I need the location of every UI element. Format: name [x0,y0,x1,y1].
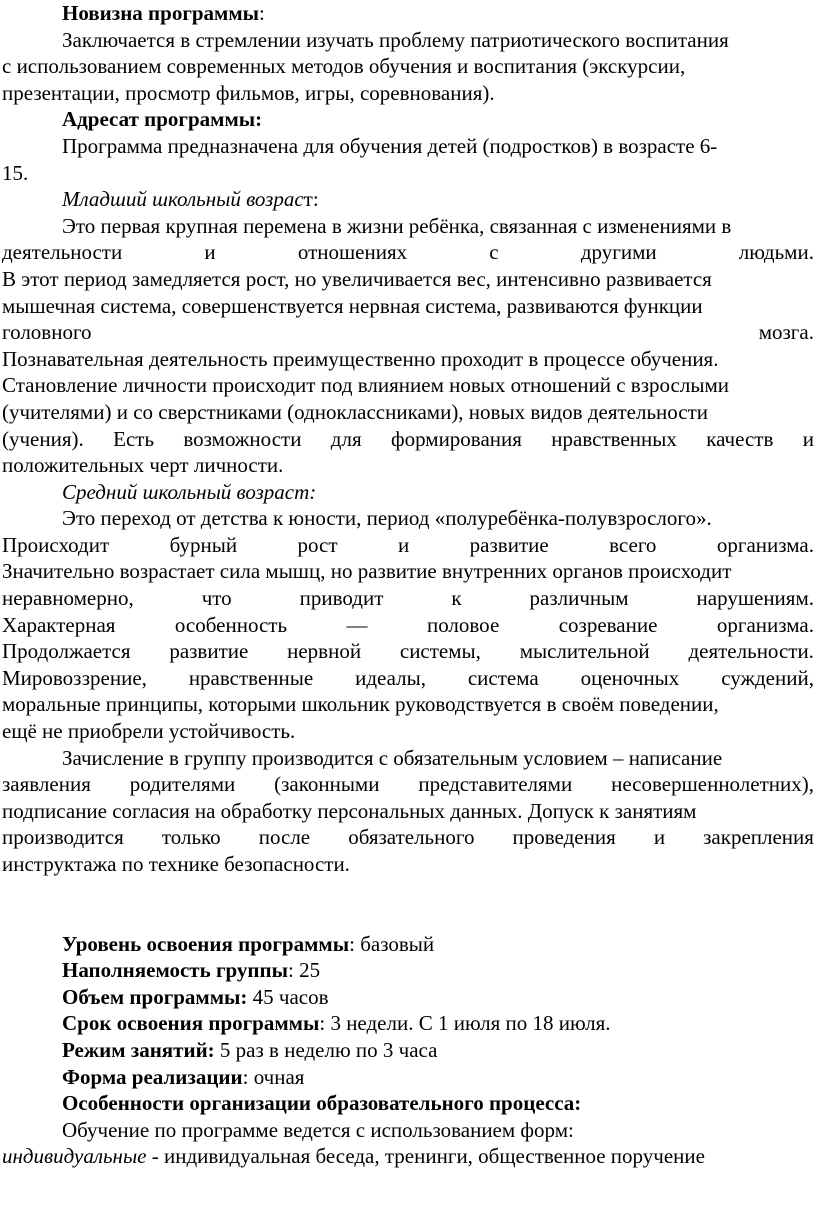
param-group-size-value: 25 [299,958,321,983]
param-schedule [2,1037,814,1064]
addressee-line-1: Программа предназначена для обучения детей (подростков) в возрасте 6- [62,133,718,158]
word: нравственные [188,665,314,690]
param-schedule-label: Режим занятий: [62,1037,215,1062]
organization-last-line [2,1143,814,1170]
word: организма. [716,532,814,557]
word: возможности [183,426,302,451]
middle-line-8: моральные принципы, которыми школьник руководствуется в своём поведении, [2,692,719,717]
word: родителями [129,772,236,797]
blank-gap [2,878,814,931]
param-volume-label: Объем программы: [62,984,248,1009]
enrollment-line-3: подписание согласия на обработку персональных данных. Допуск к занятиям [2,798,697,823]
word: Есть [113,426,155,451]
novelty-line-1: Заключается в стремлении изучать проблему патриотического воспитания [62,27,729,52]
param-group-size-label: Наполняемость группы [62,958,288,983]
addressee-line-2: 15. [2,160,29,185]
param-duration [2,1010,814,1037]
word: оценочных [580,665,680,690]
word: нервной [287,639,362,664]
junior-line-9 [2,426,814,453]
addressee-heading-line [2,106,814,133]
word: мозга. [758,320,814,345]
word: и [802,426,814,451]
junior-line-10: положительных черт личности. [2,453,284,478]
word: обязательного [348,825,475,850]
word: людьми. [738,240,814,265]
word: проведения [512,825,616,850]
word: и [204,240,216,265]
param-level-sep: : [349,931,361,956]
word: идеалы, [355,665,426,690]
word: Мировоззрение, [2,665,147,690]
organization-line: Обучение по программе ведется с использованием форм: [62,1117,574,1142]
word: нравственных [551,426,677,451]
word: качеств [706,426,774,451]
word: Происходит [2,532,110,557]
word: системы, [399,639,481,664]
enrollment-line-5: инструктажа по технике безопасности. [2,852,350,876]
junior-line-4: мышечная система, совершенствуется нервная система, развиваются функции [2,293,703,318]
middle-heading-line [2,479,814,506]
middle-line-2 [2,532,814,559]
word: и [397,532,410,557]
junior-line-2 [2,239,814,266]
middle-line-4 [2,585,814,612]
word: к [451,586,462,611]
word: и [653,825,666,850]
word: после [258,825,311,850]
novelty-heading-colon: : [259,1,265,25]
word: с [489,240,499,265]
junior-heading-line [2,186,814,213]
word: другими [580,240,657,265]
word: заявления [2,772,91,797]
organization-heading: Особенности организации образовательного процесса: [62,1091,582,1116]
organization-last-italic: индивидуальные [2,1144,147,1169]
word: приводит [299,586,384,611]
enrollment-line-1: Зачисление в группу производится с обязательным условием – написание [62,745,723,770]
param-level-label: Уровень освоения программы [62,931,350,956]
word: развитие [469,532,549,557]
enrollment-line-4 [2,824,814,851]
param-volume [2,984,814,1011]
param-volume-value: 45 часов [252,984,329,1009]
word: система [467,665,539,690]
middle-line-7 [2,665,814,692]
param-group-size [2,957,814,984]
word: (законными [274,772,380,797]
param-form [2,1064,814,1091]
word: Характерная [2,612,116,637]
word: несовершеннолетних), [611,772,814,797]
word: только [161,825,221,850]
word: закрепления [703,825,814,850]
word: головного [2,320,92,345]
middle-line-9: ещё не приобрели устойчивость. [2,719,296,744]
word: деятельности [2,240,123,265]
word: производится [2,825,124,850]
word: суждений, [721,665,814,690]
word: нарушениям. [696,586,814,611]
word: половое [426,612,500,637]
word: бурный [169,532,238,557]
junior-line-5 [2,319,814,346]
param-form-value: очная [253,1064,305,1089]
novelty-heading: Новизна программы [62,1,260,25]
word: Продолжается [2,639,131,664]
param-duration-label: Срок освоения программы [62,1011,320,1036]
word: — [346,612,368,637]
word: неравномерно, [2,586,134,611]
word: особенность [174,612,288,637]
junior-line-3: В этот период замедляется рост, но увеличивается вес, интенсивно развивается [2,266,712,291]
novelty-line-2: с использованием современных методов обучения и воспитания (экскурсии, [2,54,686,79]
param-duration-sep: : [319,1011,331,1036]
param-group-size-sep: : [288,958,300,983]
junior-line-1: Это первая крупная перемена в жизни ребёнка, связанная с изменениями в [62,213,732,238]
word: организма. [716,612,814,637]
param-duration-value: 3 недели. С 1 июля по 18 июля. [330,1011,611,1036]
word: представителями [418,772,573,797]
junior-heading-rest: т: [303,187,319,212]
junior-heading-italic: Младший школьный возрас [62,187,304,212]
junior-line-8: (учителями) и со сверстниками (одноклассниками), новых видов деятельности [2,399,709,424]
param-form-sep: : [242,1064,254,1089]
word: для [330,426,362,451]
param-form-label: Форма реализации [62,1064,243,1089]
param-level-value: базовый [360,931,435,956]
word: отношениях [297,240,408,265]
middle-line-3: Значительно возрастает сила мышц, но развитие внутренних органов происходит [2,559,732,584]
novelty-heading-line [2,0,814,27]
word: рост [297,532,338,557]
word: всего [609,532,657,557]
word: различным [529,586,629,611]
word: развитие [169,639,249,664]
middle-line-6 [2,638,814,665]
word: созревание [558,612,658,637]
word: мыслительной [519,639,650,664]
organization-heading-line [2,1090,814,1117]
enrollment-line-2 [2,771,814,798]
param-schedule-value: 5 раз в неделю по 3 часа [219,1037,438,1062]
word: (учения). [2,426,84,451]
addressee-heading: Адресат программы: [62,107,263,132]
novelty-line-3: презентации, просмотр фильмов, игры, соревнования). [2,80,495,105]
organization-last-rest: - индивидуальная беседа, тренинги, общественное поручение [146,1144,705,1169]
junior-line-6: Познавательная деятельность преимущественно проходит в процессе обучения. [2,346,719,371]
middle-heading: Средний школьный возраст: [62,479,317,504]
word: деятельности. [688,639,814,664]
word: что [201,586,232,611]
word: формирования [390,426,522,451]
middle-line-5 [2,612,814,639]
middle-line-1: Это переход от детства к юности, период «полуребёнка-полувзрослого». [62,506,712,531]
param-level [2,931,814,958]
junior-line-7: Становление личности происходит под влиянием новых отношений с взрослыми [2,373,729,398]
